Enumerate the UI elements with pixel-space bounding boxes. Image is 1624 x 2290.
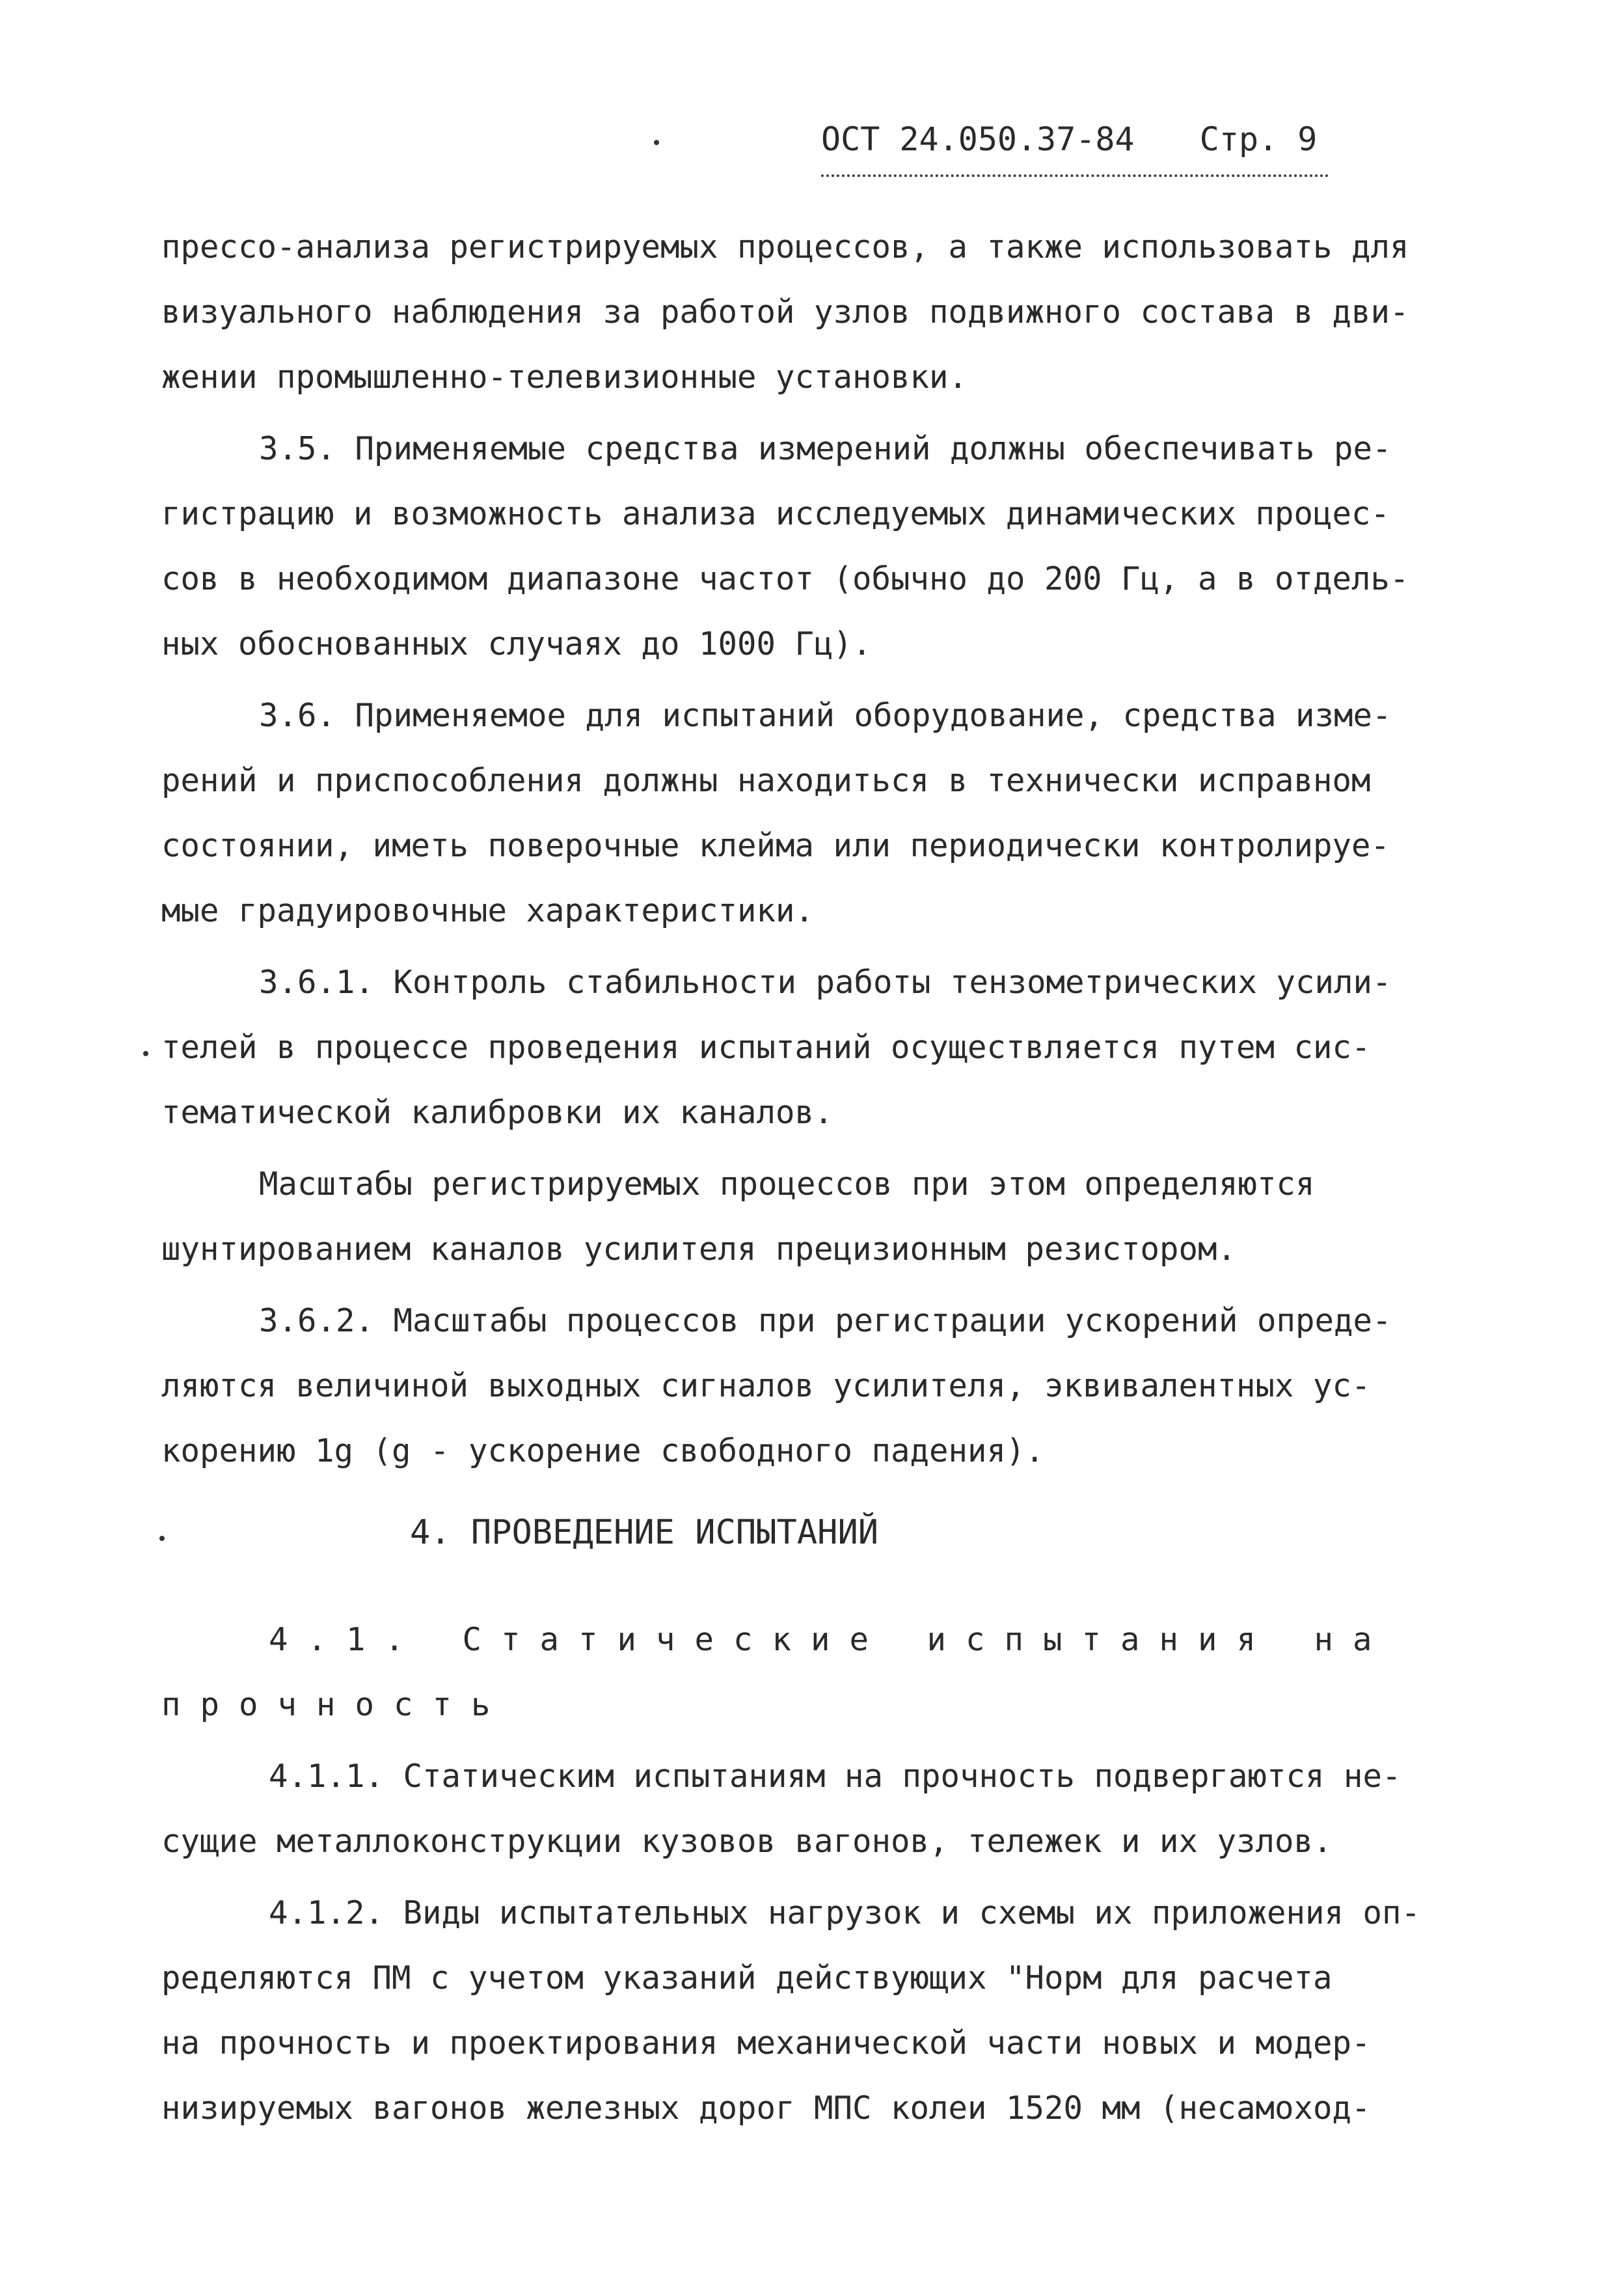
scan-dot bbox=[654, 140, 659, 145]
scan-dot bbox=[159, 1536, 165, 1541]
standard-number: ОСТ 24.050.37-84 bbox=[821, 120, 1135, 158]
text-line: прессо-анализа регистрируемых процессов, а также использовать для bbox=[161, 228, 1409, 266]
text-line: ределяются ПМ с учетом указаний действующих "Норм для расчета bbox=[161, 1959, 1333, 1997]
text-line: жении промышленно-телевизионные установки. bbox=[161, 359, 968, 396]
text-line: ляются величиной выходных сигналов усилителя, эквивалентных ус- bbox=[161, 1367, 1371, 1404]
text-line: 3.5. Применяемые средства измерений должны обеспечивать ре- bbox=[259, 430, 1392, 467]
text-line: 4.1. Статические испытания на bbox=[269, 1621, 1392, 1658]
text-line: 3.6. Применяемое для испытаний оборудование, средства изме- bbox=[259, 697, 1392, 734]
text-line: ных обоснованных случаях до 1000 Гц). bbox=[161, 625, 872, 662]
scan-dot bbox=[143, 1051, 148, 1056]
text-line: низируемых вагонов железных дорог МПС колеи 1520 мм (несамоход- bbox=[161, 2090, 1371, 2127]
text-line: мые градуировочные характеристики. bbox=[161, 892, 815, 929]
text-line: состоянии, иметь поверочные клейма или периодически контролируе- bbox=[161, 827, 1390, 864]
text-line: 3.6.2. Масштабы процессов при регистрации ускорений опреде- bbox=[259, 1302, 1392, 1339]
text-line: Масштабы регистрируемых процессов при этом определяются bbox=[259, 1165, 1315, 1203]
text-line: телей в процессе проведения испытаний осуществляется путем сис- bbox=[161, 1029, 1371, 1066]
text-line: 4.1.1. Статическим испытаниям на прочность подвергаются не- bbox=[269, 1758, 1401, 1795]
text-line: на прочность и проектирования механической части новых и модер- bbox=[161, 2024, 1371, 2062]
text-line: тематической калибровки их каналов. bbox=[161, 1094, 833, 1131]
text-line: корению 1g (g - ускорение свободного падения). bbox=[161, 1432, 1045, 1469]
text-line: гистрацию и возможность анализа исследуемых динамических процес- bbox=[161, 495, 1390, 532]
text-line: сущие металлоконструкции кузовов вагонов, тележек и их узлов. bbox=[161, 1823, 1333, 1860]
section-heading: 4. ПРОВЕДЕНИЕ ИСПЫТАНИЙ bbox=[410, 1513, 879, 1552]
page-number: Стр. 9 bbox=[1199, 120, 1318, 158]
text-line: прочность bbox=[161, 1686, 510, 1723]
text-line: визуального наблюдения за работой узлов подвижного состава в дви- bbox=[161, 293, 1409, 331]
page-header bbox=[821, 120, 1329, 158]
header-underline bbox=[821, 174, 1329, 177]
text-line: сов в необходимом диапазоне частот (обычно до 200 Гц, а в отдель- bbox=[161, 560, 1409, 597]
text-line: 4.1.2. Виды испытательных нагрузок и схемы их приложения оп- bbox=[269, 1894, 1421, 1931]
text-line: 3.6.1. Контроль стабильности работы тензометрических усили- bbox=[259, 964, 1392, 1001]
text-line: рений и приспособления должны находиться в технически исправном bbox=[161, 762, 1371, 799]
text-line: шунтированием каналов усилителя прецизионным резистором. bbox=[161, 1231, 1237, 1268]
